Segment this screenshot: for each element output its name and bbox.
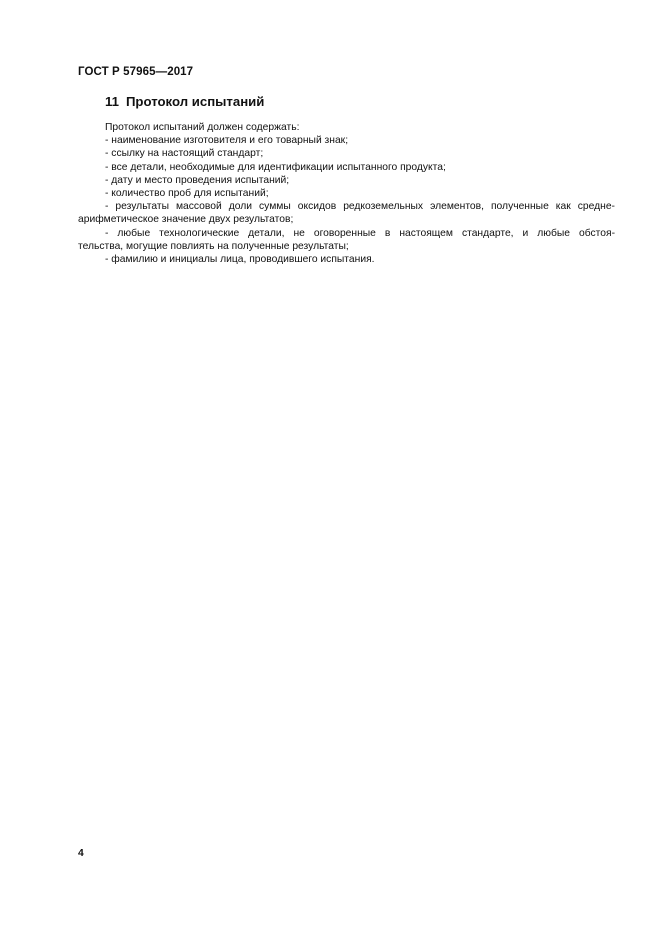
list-item: - количество проб для испытаний; <box>105 188 269 200</box>
list-item: - наименование изготовителя и его товарный знак; <box>105 135 349 147</box>
section-body <box>78 121 615 266</box>
list-item: - ссылку на настоящий стандарт; <box>105 148 264 160</box>
list-item: - все детали, необходимые для идентификации испытанного продукта; <box>105 161 446 173</box>
section-heading <box>105 94 264 109</box>
list-item: - результаты массовой доли суммы оксидов редкоземельных элементов, полученные как средне- <box>105 201 615 213</box>
list-item-continuation: тельства, могущие повлиять на полученные результаты; <box>78 240 349 252</box>
section-title-text: Протокол испытаний <box>125 94 265 109</box>
list-item: - фамилию и инициалы лица, проводившего испытания. <box>105 254 375 266</box>
section-number: 11 <box>105 94 119 109</box>
list-item: - дату и место проведения испытаний; <box>105 174 290 186</box>
intro-paragraph: Протокол испытаний должен содержать: <box>105 122 300 133</box>
page-number: 4 <box>78 848 84 859</box>
list-item-continuation: арифметическое значение двух результатов; <box>78 214 294 226</box>
document-header: ГОСТ Р 57965—2017 <box>78 66 194 78</box>
list-item: - любые технологические детали, не оговоренные в настоящем стандарте, и любые обстоя- <box>105 227 615 239</box>
